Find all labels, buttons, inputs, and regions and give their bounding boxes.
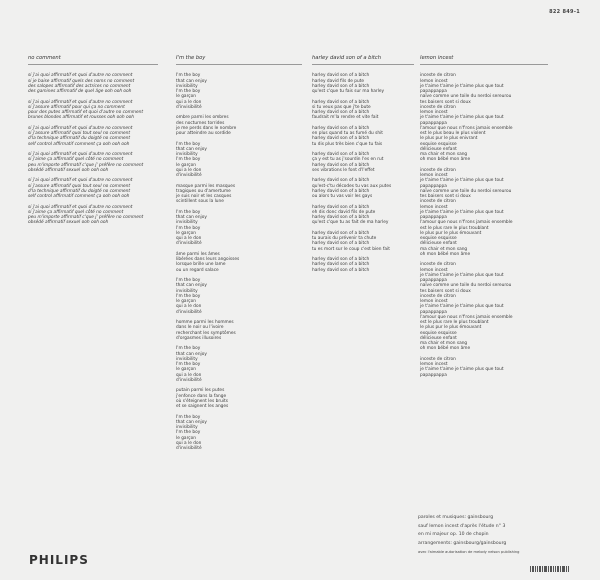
stanza (28, 100, 158, 121)
lyric-line: si j'ai quoi affirmatif et quoi d'autre no comment (28, 152, 133, 157)
song-title: lemon incest (420, 55, 454, 61)
lyric-line: self control affirmatif comment ça ooh ooh ooh (28, 194, 130, 199)
lyric-line: exquise esquisse (420, 330, 457, 336)
lyric-line: si j'ai quoi affirmatif et quoi d'autre no comment (28, 125, 133, 131)
lyric-line: harley david son of a bitch (312, 83, 370, 89)
lyric-line: invisibility (176, 356, 198, 362)
lyric-line: qu'est c'que tu as fait de ma harley (312, 220, 389, 226)
lyric-line: d'invisibilité (176, 446, 202, 451)
lyric-line: tragiques ou d'amertume (176, 188, 231, 194)
lyric-line: qu'est-c'tu décodes tu vas aux putes (312, 183, 392, 189)
barcode-icon (530, 566, 570, 574)
stanza (312, 257, 414, 273)
lyric-line: je me perds dans le nombre (176, 125, 237, 131)
lyric-line: lemon incest (420, 267, 448, 273)
lyric-line: naïve comme une toile du nerdoi sereurou (420, 283, 512, 289)
lyric-line: homme parmi les hommes (176, 320, 234, 325)
lyric-line: le plus pur le plus émouvant (420, 230, 482, 236)
lyric-line: peu m'importe affirmatif c'que j' préfère no comment (28, 215, 144, 220)
lyric-line: obsédé affirmatif sexuel ooh ooh ooh (28, 220, 109, 226)
lyric-line: l'amour que nous n'f'rons jamais ensemble (420, 125, 513, 131)
lyric-line: brunes blondes affirmatif et rousses ooh ooh ooh (28, 115, 134, 121)
lyric-line: si tu veux pas que j'te bute (312, 104, 371, 110)
lyric-line: papappappa (420, 215, 447, 220)
lyric-line: harley david son of a bitch (312, 262, 370, 268)
lyric-line: harley david fils de pute (312, 78, 365, 84)
lyric-line: ou alors tu vas voir les gays (312, 194, 373, 199)
lyric-line: lemon incest (420, 362, 448, 367)
stanza (28, 152, 158, 173)
lyric-line: putain parmi les putes (176, 388, 225, 394)
lyric-line: ses vibrations le font d'l'effet (312, 167, 375, 173)
stanza (176, 320, 302, 341)
lyric-line: invisibility (176, 83, 198, 89)
lyric-line: papappappa (420, 372, 447, 378)
lyric-line: masque parmi les masques (176, 183, 236, 189)
stanza (312, 126, 414, 147)
lyric-line: j'enfonce dans la fange (176, 393, 227, 399)
lyric-line: d'invisibilité (176, 173, 202, 178)
lyric-line: self control affirmatif comment ça ooh ooh ooh (28, 141, 130, 147)
lyric-line: et se saignent les anges (176, 404, 229, 409)
lyric-line: harley david son of a bitch (312, 178, 370, 184)
lyric-line: harley david son of a bitch (312, 152, 370, 157)
lyric-line: où s'éteignent les bruits (176, 398, 228, 404)
stanza (312, 100, 414, 121)
lyric-line: lorsque brille une lame (176, 262, 226, 268)
lyric-line: harley david son of a bitch (312, 267, 370, 273)
lyric-line: I'm the boy (176, 225, 201, 231)
lyric-line: est le plus rare le plus troublant (420, 225, 489, 231)
lyric-line: that can enjoy (176, 419, 207, 425)
lyric-line: je t'aime t'aime je t'aime plus que tout (420, 178, 504, 184)
lyric-line: that can enjoy (176, 215, 207, 220)
lyric-line: le garçon (176, 367, 196, 373)
lyric-line: exquise esquisse (420, 236, 457, 241)
lyric-line: l'amour que nous n'f'rons jamais ensemble (420, 220, 513, 226)
lyric-line: exquise esquisse (420, 141, 457, 147)
lyric-line: qui a le don (176, 236, 202, 241)
stanza (312, 178, 414, 199)
lyric-line: inceste de citron (420, 262, 456, 268)
lyric-line: inceste de citron (420, 167, 456, 173)
lyric-line: oh mon bébé mon âme (420, 157, 471, 163)
lyric-line: inceste de citron (420, 199, 456, 205)
lyric-line: papappappa (420, 309, 447, 315)
lyric-line: lemon incest (420, 204, 448, 210)
lyric-line: ou un regard salace (176, 267, 219, 273)
lyric-line: I'm the boy (176, 157, 201, 163)
lyric-line: si j'aime ça affirmatif quel côté no comment (28, 209, 124, 215)
lyric-line: tu dis plus très bien c'que tu fais (312, 141, 383, 147)
lyric-line: harley david son of a bitch (312, 230, 370, 236)
lyric-line: je t'aime t'aime je t'aime plus que tout (420, 115, 504, 121)
lyrics-column-im-the-boy (176, 56, 302, 457)
lyrics-column-harley-david (312, 56, 414, 278)
stanza (28, 126, 158, 147)
lyric-line: harley david son of a bitch (312, 125, 370, 131)
lyric-line: peu m'importe affirmatif c'que j' préfère no comment (28, 162, 144, 168)
lyric-line: papappappa (420, 89, 447, 94)
lyric-line: qui a le don (176, 99, 202, 105)
lyric-line: invisibility (176, 288, 198, 294)
lyric-line: le garçon (176, 435, 196, 441)
lyric-line: libérées dans leurs angoisses (176, 257, 240, 262)
lyric-line: faudrait m'la rendre et vite fait (312, 115, 379, 121)
song-title: harley david son of a bitch (312, 55, 382, 61)
lyric-line: d'orgasmes illusoires (176, 335, 222, 341)
lyric-line: scintillent sous la lune (176, 199, 224, 205)
stanza (176, 73, 302, 110)
lyric-line: harley david son of a bitch (312, 241, 370, 247)
lyric-line: si je baise affirmatif quels des noms no comment (28, 78, 135, 84)
lyric-line: inceste de citron (420, 293, 456, 299)
lyric-line: qu'est c'que tu fais sur ma harley (312, 89, 385, 94)
lyric-line: si j'ai quoi affirmatif et quoi d'autre no comment (28, 99, 133, 105)
lyric-line: dans le noir ou l'ivoire (176, 325, 224, 331)
lyric-line: I'm the boy (176, 430, 201, 436)
lyric-line: tes baisers sont si doux (420, 288, 471, 294)
lyric-line: délicieuse enfant (420, 146, 457, 152)
lyric-line: lemon incest (420, 110, 448, 115)
lyric-line: d'la technique affirmatif du doigté no comment (28, 136, 131, 142)
lyric-line: d'invisibilité (176, 104, 202, 110)
catalog-number: 822 849-1 (549, 9, 580, 15)
lyric-line: inceste de citron (420, 356, 456, 362)
lyric-line: des salopes affirmatif des actrices no comment (28, 83, 131, 89)
lyric-line: harley david son of a bitch (312, 162, 370, 168)
lyric-line: qui a le don (176, 440, 202, 446)
stanza (176, 142, 302, 179)
lyric-line: inceste de citron (420, 73, 456, 79)
lyric-line: si j'assure affirmatif quoi tout seul no comment (28, 131, 131, 136)
credits-block (418, 514, 519, 556)
stanza (420, 73, 548, 162)
lyric-line: that can enjoy (176, 78, 207, 84)
lyric-line: le plus pur le plus émouvant (420, 325, 482, 331)
lyric-line: si j'aime ça affirmatif quel côté no comment (28, 157, 124, 163)
lyric-line: that can enjoy (176, 146, 207, 152)
stanza (176, 346, 302, 383)
lyric-line: pour des putes affirmatif et quoi d'autre no comment (28, 110, 144, 115)
lyric-line: si j'ai quoi affirmatif et quoi d'autre no comment (28, 204, 133, 210)
lyric-line: I'm the boy (176, 73, 201, 79)
lyric-line: I'm the boy (176, 278, 201, 283)
lyric-line: lemon incest (420, 299, 448, 304)
lyric-line: I'm the boy (176, 414, 201, 420)
lyric-line: qui a le don (176, 304, 202, 310)
lyric-line: harley david son of a bitch (312, 215, 370, 220)
lyric-line: pour atteindre au sordide (176, 131, 231, 136)
lyric-line: qui a le don (176, 372, 202, 378)
lyric-line: obsédé affirmatif sexuel ooh ooh ooh (28, 167, 109, 173)
lyric-line: âme parmi les âmes (176, 251, 220, 257)
lyric-line: le plus pur le plus enivrant (420, 136, 478, 142)
stanza (176, 184, 302, 205)
stanza (176, 388, 302, 409)
lyric-line: I'm the boy (176, 346, 201, 352)
lyric-line: recherchant les symptômes (176, 330, 236, 336)
lyric-line: I'm the boy (176, 209, 201, 215)
lyric-line: l'amour que nous n'f'rons jamais ensemble (420, 314, 513, 320)
lyric-line: délicieuse enfant (420, 335, 457, 341)
lyric-line: tes baisers sont si doux (420, 194, 471, 199)
stanza (176, 252, 302, 273)
lyric-line: est le plus beau le plus violent (420, 131, 486, 136)
lyric-line: lemon incest (420, 78, 448, 84)
lyric-line: inceste de citron (420, 104, 456, 110)
lyric-line: ombre parmi les ombres (176, 115, 229, 121)
lyric-line: qui a le don (176, 167, 202, 173)
lyric-line: harley david son of a bitch (312, 204, 370, 210)
lyric-line: tu aurais du prévenir ta chute (312, 236, 377, 241)
title-divider (28, 64, 158, 65)
lyric-line: eh dis donc david fils de pute (312, 209, 376, 215)
lyric-line: harley david son of a bitch (312, 99, 370, 105)
stanza (176, 115, 302, 136)
philips-logo: PHILIPS (29, 553, 89, 567)
lyric-line: je t'aime t'aime je t'aime plus que tout (420, 367, 504, 373)
lyric-line: invisibility (176, 152, 198, 157)
lyric-line: harley david son of a bitch (312, 136, 370, 142)
lyric-line: d'invisibilité (176, 309, 202, 315)
stanza (28, 73, 158, 94)
lyric-line: je t'aime t'aime je t'aime plus que tout (420, 209, 504, 215)
credit-line: en mi majeur op. 10 de chopin (418, 532, 489, 538)
title-divider (312, 64, 414, 65)
stanza (176, 210, 302, 247)
lyric-line: d'invisibilité (176, 377, 202, 383)
lyric-line: je suis noir et les casques (176, 194, 232, 199)
lyrics-column-no-comment (28, 56, 158, 231)
stanza (28, 205, 158, 226)
lyric-line: naïve comme une toile du nerdoi sereurou (420, 188, 512, 194)
stanza (176, 278, 302, 315)
lyric-line: invisibility (176, 220, 198, 226)
lyric-line: papappappa (420, 278, 447, 283)
lyric-line: en plus quand tu as fumé du shit (312, 131, 383, 136)
stanza (312, 73, 414, 94)
stanza (420, 168, 548, 257)
lyric-line: that can enjoy (176, 351, 207, 357)
credit-line: arrangements: gainsbourg/gainsbourg (418, 540, 507, 546)
lyric-line: that can enjoy (176, 283, 207, 289)
lyric-line: si j'ai quoi affirmatif et quoi d'autre no comment (28, 73, 133, 79)
credit-note: avec l'aimable autorisation de melody nelson publishing (418, 550, 520, 555)
song-title: no comment (28, 55, 61, 61)
lyric-line: papappappa (420, 120, 447, 126)
lyric-line: des nocturnes torrides (176, 120, 225, 126)
lyric-line: harley david son of a bitch (312, 188, 370, 194)
lyric-line: lemon incest (420, 173, 448, 178)
lyric-line: je t'aime t'aime je t'aime plus que tout (420, 304, 504, 310)
song-title: I'm the boy (176, 55, 206, 61)
lyric-line: tu es mort sur le coup c'est bien fait (312, 246, 390, 252)
lyric-line: naïve comme une toile du nerdoi sereurou (420, 94, 512, 100)
lyric-line: si j'assure affirmatif pour qui ça no comment (28, 104, 125, 110)
title-divider (420, 64, 548, 65)
lyric-line: ma chair et mon sang (420, 246, 468, 252)
lyric-line: je t'aime t'aime je t'aime plus que tout (420, 272, 504, 278)
lyrics-column-lemon-incest (420, 56, 548, 383)
stanza (28, 178, 158, 199)
lyric-line: ça y est tu as j'sourdin l'es en rut (312, 157, 384, 163)
lyric-line: est le plus rare le plus troublant (420, 320, 489, 325)
lyric-line: I'm the boy (176, 89, 201, 94)
lyric-line: harley david son of a bitch (312, 110, 370, 115)
lyric-line: harley david son of a bitch (312, 73, 370, 79)
lyric-line: invisibility (176, 425, 198, 430)
lyric-line: le garçon (176, 94, 196, 100)
stanza (312, 231, 414, 252)
lyric-line: I'm the boy (176, 141, 201, 147)
lyric-line: ma chair et mon sang (420, 152, 468, 157)
lyric-line: ma chair et mon sang (420, 341, 468, 346)
lyric-line: d'la technique affirmatif du doigté no comment (28, 188, 131, 194)
stanza (312, 205, 414, 226)
stanza (176, 415, 302, 452)
lyric-line: tes baisers sont si doux (420, 99, 471, 105)
lyric-line: délicieuse enfant (420, 241, 457, 247)
lyric-line: oh mon bébé mon âme (420, 346, 471, 352)
lyric-line: I'm the boy (176, 293, 201, 299)
credit-line: paroles et musiques: gainsbourg (418, 515, 494, 520)
credit-line: sauf lemon incest d'après l'étude n° 3 (418, 523, 506, 529)
stanza (420, 357, 548, 378)
lyric-line: si j'ai quoi affirmatif et quoi d'autre no comment (28, 178, 133, 184)
lyric-line: le garçon (176, 230, 196, 236)
lyric-line: je t'aime t'aime je t'aime plus que tout (420, 83, 504, 89)
lyric-line: le garçon (176, 299, 196, 304)
lyric-line: des gamines affirmatif de quel âge ooh ooh ooh (28, 89, 132, 94)
lyric-line: I'm the boy (176, 362, 201, 367)
lyric-line: si j'assure affirmatif quoi tout seul no comment (28, 183, 131, 189)
lyric-line: le garçon (176, 162, 196, 168)
lyric-line: papappappa (420, 183, 447, 189)
stanza (312, 152, 414, 173)
stanza (420, 262, 548, 351)
lyric-line: d'invisibilité (176, 241, 202, 247)
lyric-line: harley david son of a bitch (312, 257, 370, 262)
title-divider (176, 64, 302, 65)
lyric-line: oh mon bébé mon âme (420, 251, 471, 257)
